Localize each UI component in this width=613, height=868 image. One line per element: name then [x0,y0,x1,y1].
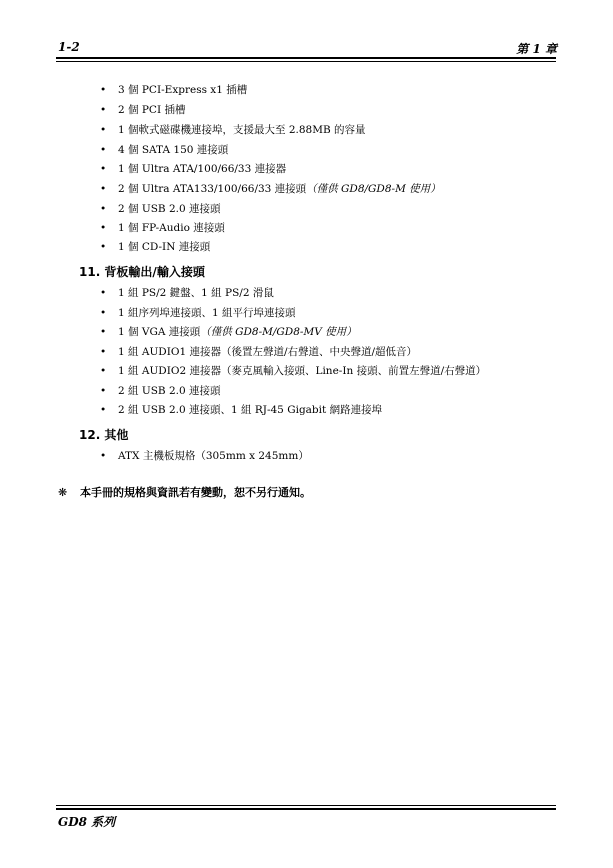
section-heading-rear-io: 11. 背板輸出/輸入接頭 [79,265,205,279]
bullet-icon: • [100,203,107,215]
bullet-icon: • [100,104,107,116]
bullet-icon: • [100,241,107,253]
bullet-icon: • [100,346,107,358]
header-rule-thin [56,61,556,62]
bullet-icon: • [100,385,107,397]
bullet-icon: • [100,163,107,175]
bullet-icon: • [100,124,107,136]
bullet-icon: • [100,144,107,156]
bullet-icon: • [100,84,107,96]
bullet-icon: • [100,183,107,195]
bullet-icon: • [100,326,107,338]
footer-rule-thin [56,805,556,806]
bullet-icon: • [100,404,107,416]
asterisk-icon: ❋ [58,486,68,499]
bullet-icon: • [100,307,107,319]
footer-rule [56,808,556,810]
bullet-icon: • [100,450,107,462]
footer-series: GD8 系列 [58,815,116,829]
section-heading-other: 12. 其他 [79,428,129,442]
header-chapter: 第 1 章 [516,42,557,56]
bullet-icon: • [100,222,107,234]
header-page-number: 1-2 [58,40,80,54]
bullet-icon: • [100,287,107,299]
bullet-icon: • [100,365,107,377]
notice-text: 本手冊的規格與資訊若有變動，恕不另行通知。 [80,486,311,499]
header-rule [56,57,556,59]
